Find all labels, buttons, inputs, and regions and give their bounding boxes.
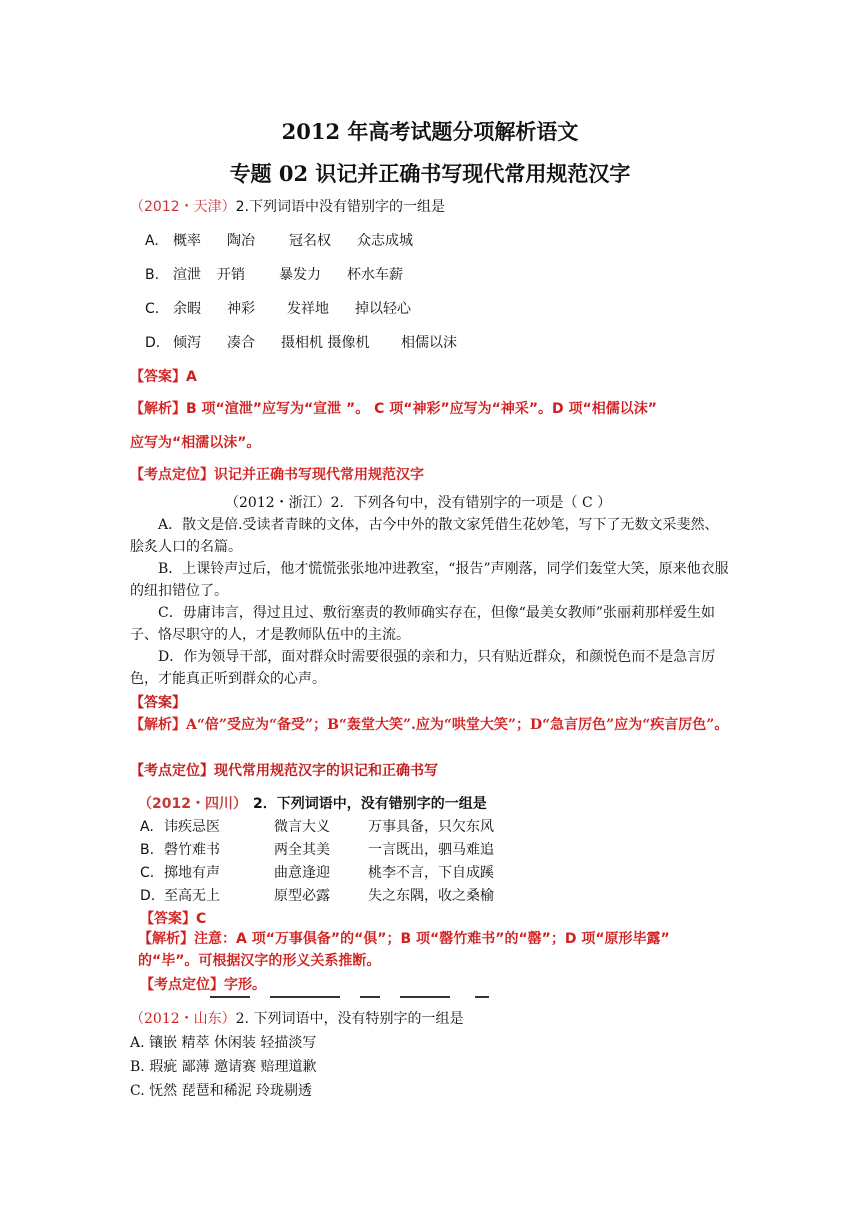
option-word: 桃李不言，下自成蹊	[368, 865, 494, 881]
option-word: 发祥地	[287, 301, 329, 317]
option-word: 暴发力	[279, 267, 321, 283]
option-word: 曲意逢迎	[274, 865, 330, 881]
sichuan-option-d	[140, 885, 494, 905]
option-word: 开销	[217, 267, 245, 283]
question-shandong-text	[130, 1011, 463, 1027]
option-letter: D.	[140, 888, 156, 904]
shandong-option-b: B. 瑕疵 鄙薄 邀请赛 赔理道歉	[130, 1059, 317, 1075]
sichuan-analysis-line-1: 【解析】注意：A 项“万事俱备”的“俱”；B 项“罄竹难书”的“罄”；D 项“原形毕露”	[138, 931, 670, 947]
option-letter: A.	[145, 233, 159, 249]
sichuan-option-c	[140, 862, 494, 882]
option-word: 冠名权	[289, 233, 331, 249]
option-word: 摄相机 摄像机	[281, 335, 370, 351]
question-sichuan-tag: （2012・四川）	[138, 796, 247, 812]
option-word: 两全其美	[274, 842, 330, 858]
option-letter: B.	[140, 842, 155, 858]
document-subtitle: 专题 02 识记并正确书写现代常用规范汉字	[229, 161, 631, 186]
question-tianjin-stem	[130, 196, 445, 216]
tianjin-point: 【考点定位】识记并正确书写现代常用规范汉字	[130, 467, 424, 483]
option-word: 陶冶	[227, 233, 255, 249]
zhejiang-option-d: D．作为领导干部，面对群众时需要很强的亲和力，只有贴近群众，和颜悦色而不是急言厉色，才能真正听到群众的心声。	[130, 649, 716, 687]
option-word: 倾泻	[173, 335, 201, 351]
clipped-line-artifact	[200, 996, 500, 998]
question-shandong-tag: （2012・山东）	[130, 1011, 236, 1027]
zhejiang-answer: 【答案】	[130, 695, 186, 711]
question-shandong-body: 2. 下列词语中，没有特别字的一组是	[235, 1011, 464, 1027]
document-title: 2012 年高考试题分项解析语文	[281, 119, 579, 144]
question-tianjin-tag: （2012・天津）	[130, 199, 236, 215]
zhejiang-option-a: A．散文是倍.受读者青睐的文体，古今中外的散文家凭借生花妙笔，写下了无数文采斐然、脍炙人口的名篇。	[130, 517, 719, 555]
sichuan-analysis-line-2: 的“毕”。可根据汉字的形义关系推断。	[138, 953, 381, 969]
option-word: 凑合	[227, 335, 255, 351]
question-shandong-stem	[130, 1008, 463, 1028]
sichuan-point: 【考点定位】字形。	[140, 977, 266, 993]
option-letter: B.	[145, 267, 160, 283]
tianjin-option-d	[145, 332, 457, 352]
question-tianjin-text: 2.下列词语中没有错别字的一组是	[235, 199, 445, 215]
option-word: 掷地有声	[164, 865, 220, 881]
tianjin-option-b	[145, 264, 403, 284]
zhejiang-option-b: B．上课铃声过后，他才慌慌张张地冲进教室，“报告”声刚落，同学们轰堂大笑，原来他衣服的纽扣错位了。	[130, 561, 729, 599]
sichuan-answer: 【答案】C	[140, 911, 207, 927]
option-word: 掉以轻心	[355, 301, 411, 317]
zhejiang-analysis: 【解析】A“倍”受应为“备受”；B“轰堂大笑”.应为“哄堂大笑”；D“急言厉色”应为“疾言厉色”。	[130, 717, 729, 733]
shandong-option-a: A. 镶嵌 精萃 休闲装 轻描淡写	[130, 1035, 317, 1051]
shandong-option-c: C. 怃然 琵琶和稀泥 玲珑剔透	[130, 1083, 313, 1099]
option-word: 概率	[173, 233, 201, 249]
option-word: 渲泄	[173, 267, 201, 283]
tianjin-analysis-line-2: 应写为“相濡以沫”。	[130, 435, 261, 451]
tianjin-answer: 【答案】A	[130, 369, 197, 385]
option-word: 讳疾忌医	[164, 819, 220, 835]
option-word: 余暇	[173, 301, 201, 317]
option-letter: C.	[140, 865, 155, 881]
option-letter: D.	[145, 335, 161, 351]
tianjin-option-c	[145, 298, 411, 318]
question-zhejiang-stem: （2012・浙江）2．下列各句中，没有错别字的一项是（ C ）	[225, 495, 612, 511]
option-word: 杯水车薪	[347, 267, 403, 283]
question-sichuan-stem	[138, 793, 487, 813]
option-word: 神彩	[227, 301, 255, 317]
tianjin-option-a	[145, 230, 413, 250]
option-word: 磬竹难书	[164, 842, 220, 858]
option-word: 至高无上	[164, 888, 220, 904]
option-word: 一言既出，驷马难追	[368, 842, 494, 858]
sichuan-option-a	[140, 816, 494, 836]
question-sichuan-text: 2．下列词语中，没有错别字的一组是	[252, 796, 487, 812]
option-word: 原型必露	[274, 888, 330, 904]
option-word: 众志成城	[357, 233, 413, 249]
option-word: 相儒以沫	[401, 335, 457, 351]
option-letter: A.	[140, 819, 154, 835]
zhejiang-point: 【考点定位】现代常用规范汉字的识记和正确书写	[130, 763, 438, 779]
zhejiang-option-c: C．毋庸讳言，得过且过、敷衍塞责的教师确实存在，但像“最美女教师”张丽莉那样爱生如子、恪尽职守的人，才是教师队伍中的主流。	[130, 605, 716, 643]
sichuan-option-b	[140, 839, 494, 859]
option-word: 失之东隅，收之桑榆	[368, 888, 494, 904]
tianjin-analysis-line-1: 【解析】B 项“渲泄”应写为“宣泄 ”。 C 项“神彩”应写为“神采”。D 项“相儒以沫”	[130, 401, 657, 417]
option-letter: C.	[145, 301, 160, 317]
option-word: 万事具备，只欠东风	[368, 819, 494, 835]
option-word: 微言大义	[274, 819, 330, 835]
